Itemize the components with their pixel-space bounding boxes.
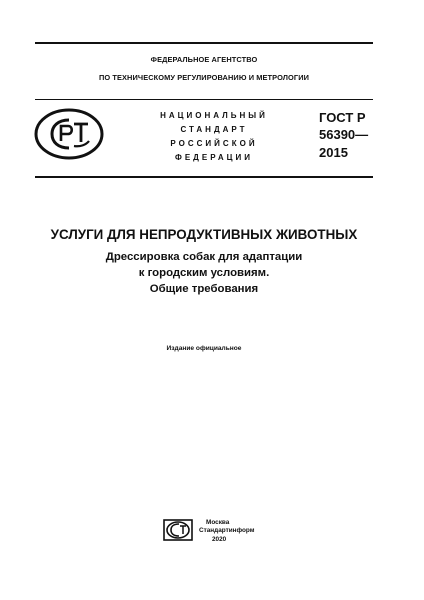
agency-line-1: ФЕДЕРАЛЬНОЕ АГЕНТСТВО [150, 55, 258, 64]
publisher-name: Стандартинформ [199, 527, 255, 534]
standard-year: 2015 [319, 145, 348, 160]
publication-year: 2020 [212, 536, 227, 543]
document-title: УСЛУГИ ДЛЯ НЕПРОДУКТИВНЫХ ЖИВОТНЫХ [50, 227, 358, 242]
agency-line-2: ПО ТЕХНИЧЕСКОМУ РЕГУЛИРОВАНИЮ И МЕТРОЛОГИИ [98, 73, 310, 82]
standard-designation: ГОСТ Р [319, 110, 366, 125]
national-standard-line: РОССИЙСКОЙ [170, 139, 258, 148]
document-subtitle-line: к городским условиям. [138, 267, 270, 279]
top-rule [35, 42, 373, 44]
edition-note: Издание официальное [166, 345, 242, 352]
standartinform-logo-icon [163, 519, 193, 541]
gost-r-certification-mark-icon [34, 108, 104, 160]
bottom-rule [35, 176, 373, 178]
national-standard-line: СТАНДАРТ [180, 125, 248, 134]
publisher-city: Москва [206, 519, 230, 526]
standard-number: 56390— [319, 127, 369, 142]
document-subtitle-line: Общие требования [149, 283, 259, 295]
national-standard-line: НАЦИОНАЛЬНЫЙ [160, 111, 268, 120]
national-standard-line: ФЕДЕРАЦИИ [175, 153, 253, 162]
document-subtitle-line: Дрессировка собак для адаптации [105, 251, 303, 263]
middle-rule [35, 99, 373, 100]
